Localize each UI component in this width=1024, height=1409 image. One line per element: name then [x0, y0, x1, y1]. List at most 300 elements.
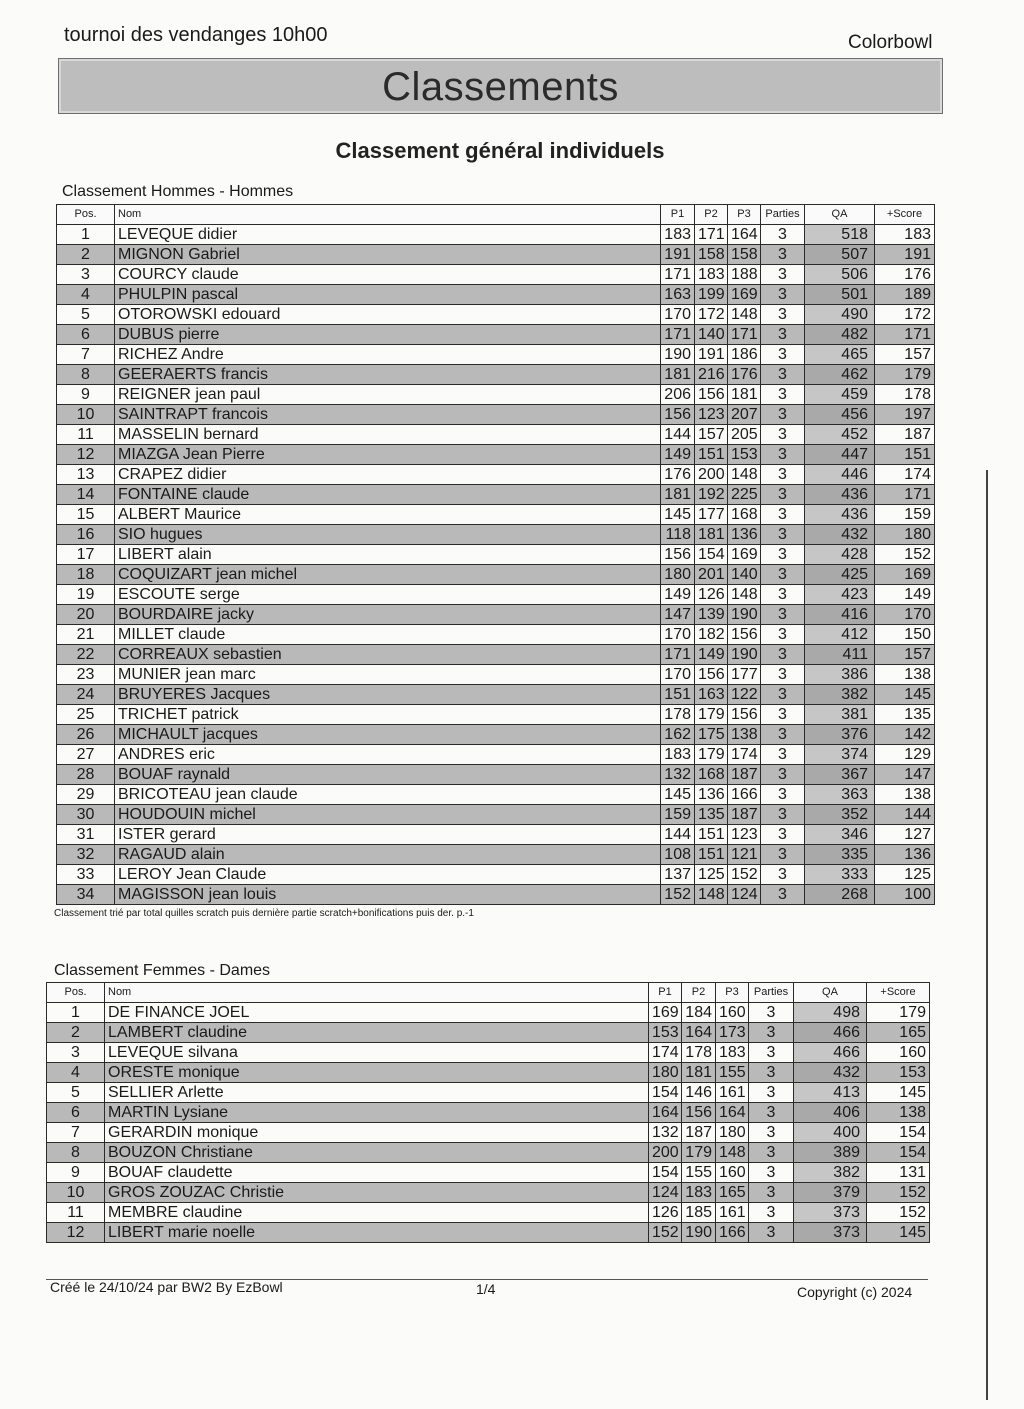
cell-qa: 412	[805, 625, 875, 645]
cell-score: 170	[875, 605, 935, 625]
column-header-p1: P1	[649, 983, 682, 1003]
cell-pos: 9	[57, 385, 115, 405]
cell-p3: 161	[716, 1203, 749, 1223]
cell-p2: 179	[695, 705, 728, 725]
cell-name: MAGISSON jean louis	[115, 885, 661, 905]
cell-p1: 144	[661, 425, 695, 445]
cell-name: GEERAERTS francis	[115, 365, 661, 385]
cell-p2: 179	[695, 745, 728, 765]
cell-p2: 148	[695, 885, 728, 905]
cell-p1: 163	[661, 285, 695, 305]
cell-p1: 132	[649, 1123, 682, 1143]
cell-p1: 181	[661, 365, 695, 385]
cell-p2: 135	[695, 805, 728, 825]
table-row	[57, 785, 935, 805]
cell-games: 3	[761, 705, 805, 725]
cell-qa: 425	[805, 565, 875, 585]
cell-qa: 490	[805, 305, 875, 325]
cell-qa: 389	[794, 1143, 867, 1163]
cell-pos: 10	[57, 405, 115, 425]
table-row	[57, 845, 935, 865]
men-ranking-table	[56, 204, 935, 905]
cell-p3: 161	[716, 1083, 749, 1103]
column-header-score: +Score	[875, 205, 935, 225]
cell-games: 3	[761, 685, 805, 705]
cell-p3: 177	[728, 665, 761, 685]
cell-pos: 3	[47, 1043, 105, 1063]
cell-name: ALBERT Maurice	[115, 505, 661, 525]
cell-name: RAGAUD alain	[115, 845, 661, 865]
cell-pos: 1	[47, 1003, 105, 1023]
table-row	[57, 265, 935, 285]
cell-p3: 207	[728, 405, 761, 425]
cell-games: 3	[761, 605, 805, 625]
cell-name: LEVEQUE silvana	[105, 1043, 649, 1063]
table-row	[57, 725, 935, 745]
cell-p1: 183	[661, 745, 695, 765]
cell-p3: 156	[728, 625, 761, 645]
table-row	[57, 545, 935, 565]
table-row	[57, 685, 935, 705]
cell-pos: 12	[47, 1223, 105, 1243]
cell-pos: 27	[57, 745, 115, 765]
cell-name: LEROY Jean Claude	[115, 865, 661, 885]
cell-qa: 432	[805, 525, 875, 545]
cell-pos: 31	[57, 825, 115, 845]
cell-name: LEVEQUE didier	[115, 225, 661, 245]
cell-name: TRICHET patrick	[115, 705, 661, 725]
cell-qa: 367	[805, 765, 875, 785]
men-table-body	[57, 225, 935, 905]
cell-p3: 138	[728, 725, 761, 745]
cell-p3: 156	[728, 705, 761, 725]
cell-games: 3	[749, 1003, 794, 1023]
cell-p3: 176	[728, 365, 761, 385]
cell-pos: 33	[57, 865, 115, 885]
cell-games: 3	[749, 1123, 794, 1143]
cell-qa: 462	[805, 365, 875, 385]
cell-p1: 180	[661, 565, 695, 585]
table-row	[47, 1083, 930, 1103]
cell-qa: 386	[805, 665, 875, 685]
cell-p2: 178	[682, 1043, 716, 1063]
table-row	[57, 825, 935, 845]
cell-p1: 180	[649, 1063, 682, 1083]
cell-p3: 188	[728, 265, 761, 285]
cell-p3: 153	[728, 445, 761, 465]
cell-p2: 216	[695, 365, 728, 385]
cell-name: MUNIER jean marc	[115, 665, 661, 685]
cell-qa: 413	[794, 1083, 867, 1103]
cell-p2: 123	[695, 405, 728, 425]
cell-games: 3	[761, 505, 805, 525]
table-row	[57, 805, 935, 825]
cell-qa: 346	[805, 825, 875, 845]
table-row	[47, 1183, 930, 1203]
cell-qa: 501	[805, 285, 875, 305]
cell-p2: 200	[695, 465, 728, 485]
cell-qa: 507	[805, 245, 875, 265]
cell-games: 3	[761, 725, 805, 745]
cell-p1: 174	[649, 1043, 682, 1063]
cell-p2: 183	[682, 1183, 716, 1203]
cell-qa: 518	[805, 225, 875, 245]
cell-name: SIO hugues	[115, 525, 661, 545]
column-header-qa: QA	[805, 205, 875, 225]
cell-qa: 373	[794, 1223, 867, 1243]
cell-pos: 16	[57, 525, 115, 545]
cell-pos: 5	[47, 1083, 105, 1103]
cell-p3: 165	[716, 1183, 749, 1203]
cell-p1: 183	[661, 225, 695, 245]
cell-score: 152	[875, 545, 935, 565]
cell-p1: 156	[661, 405, 695, 425]
cell-p3: 186	[728, 345, 761, 365]
cell-score: 136	[875, 845, 935, 865]
cell-games: 3	[761, 405, 805, 425]
cell-p2: 185	[682, 1203, 716, 1223]
table-row	[47, 1103, 930, 1123]
cell-score: 138	[867, 1103, 930, 1123]
cell-games: 3	[761, 865, 805, 885]
cell-games: 3	[761, 425, 805, 445]
table-row	[47, 1023, 930, 1043]
cell-p1: 132	[661, 765, 695, 785]
column-header-games: Parties	[761, 205, 805, 225]
cell-p1: 200	[649, 1143, 682, 1163]
cell-p1: 164	[649, 1103, 682, 1123]
cell-p2: 146	[682, 1083, 716, 1103]
cell-p2: 190	[682, 1223, 716, 1243]
table-row	[57, 705, 935, 725]
cell-score: 154	[867, 1123, 930, 1143]
cell-pos: 8	[47, 1143, 105, 1163]
cell-games: 3	[761, 885, 805, 905]
cell-p3: 148	[716, 1143, 749, 1163]
cell-p1: 152	[649, 1223, 682, 1243]
cell-p2: 183	[695, 265, 728, 285]
cell-name: MICHAULT jacques	[115, 725, 661, 745]
table-row	[57, 445, 935, 465]
men-section-title: Classement Hommes - Hommes	[62, 183, 294, 200]
cell-pos: 29	[57, 785, 115, 805]
cell-p3: 169	[728, 285, 761, 305]
cell-p3: 164	[716, 1103, 749, 1123]
cell-pos: 12	[57, 445, 115, 465]
cell-name: ANDRES eric	[115, 745, 661, 765]
cell-qa: 381	[805, 705, 875, 725]
cell-name: MIGNON Gabriel	[115, 245, 661, 265]
column-header-qa: QA	[794, 983, 867, 1003]
tournament-title: tournoi des vendanges 10h00	[64, 24, 328, 46]
cell-p1: 178	[661, 705, 695, 725]
column-header-p1: P1	[661, 205, 695, 225]
cell-score: 144	[875, 805, 935, 825]
cell-p2: 125	[695, 865, 728, 885]
table-row	[47, 1043, 930, 1063]
cell-pos: 34	[57, 885, 115, 905]
cell-games: 3	[761, 525, 805, 545]
table-row	[57, 665, 935, 685]
cell-p1: 137	[661, 865, 695, 885]
cell-p2: 164	[682, 1023, 716, 1043]
cell-score: 176	[875, 265, 935, 285]
women-table-header	[47, 983, 930, 1003]
cell-name: BRUYERES Jacques	[115, 685, 661, 705]
cell-pos: 14	[57, 485, 115, 505]
cell-qa: 498	[794, 1003, 867, 1023]
cell-p2: 163	[695, 685, 728, 705]
cell-p3: 124	[728, 885, 761, 905]
cell-p2: 187	[682, 1123, 716, 1143]
cell-name: BOUAF claudette	[105, 1163, 649, 1183]
cell-score: 171	[875, 485, 935, 505]
table-row	[47, 1163, 930, 1183]
table-row	[57, 325, 935, 345]
cell-qa: 268	[805, 885, 875, 905]
cell-name: BOUZON Christiane	[105, 1143, 649, 1163]
cell-p3: 158	[728, 245, 761, 265]
table-row	[57, 425, 935, 445]
cell-p1: 190	[661, 345, 695, 365]
cell-pos: 24	[57, 685, 115, 705]
cell-pos: 4	[57, 285, 115, 305]
cell-name: CORREAUX sebastien	[115, 645, 661, 665]
cell-p1: 171	[661, 265, 695, 285]
sort-note: Classement trié par total quilles scratch puis dernière partie scratch+bonifications puis der. p.-1	[54, 908, 474, 919]
table-row	[57, 505, 935, 525]
cell-p3: 122	[728, 685, 761, 705]
cell-p1: 156	[661, 545, 695, 565]
cell-name: OTOROWSKI edouard	[115, 305, 661, 325]
cell-p2: 156	[682, 1103, 716, 1123]
banner-title: Classements	[382, 65, 619, 109]
cell-p2: 126	[695, 585, 728, 605]
cell-score: 180	[875, 525, 935, 545]
cell-name: SELLIER Arlette	[105, 1083, 649, 1103]
cell-p1: 191	[661, 245, 695, 265]
cell-pos: 10	[47, 1183, 105, 1203]
cell-p3: 148	[728, 585, 761, 605]
table-row	[57, 625, 935, 645]
cell-p2: 155	[682, 1163, 716, 1183]
cell-p1: 153	[649, 1023, 682, 1043]
table-row	[47, 1203, 930, 1223]
cell-name: BOURDAIRE jacky	[115, 605, 661, 625]
cell-games: 3	[761, 365, 805, 385]
cell-games: 3	[761, 805, 805, 825]
cell-p2: 151	[695, 445, 728, 465]
cell-score: 183	[875, 225, 935, 245]
cell-qa: 416	[805, 605, 875, 625]
cell-games: 3	[761, 265, 805, 285]
table-row	[57, 285, 935, 305]
cell-score: 178	[875, 385, 935, 405]
table-row	[57, 885, 935, 905]
cell-qa: 400	[794, 1123, 867, 1143]
cell-score: 187	[875, 425, 935, 445]
table-row	[57, 405, 935, 425]
table-row	[57, 765, 935, 785]
cell-games: 3	[749, 1083, 794, 1103]
cell-qa: 466	[794, 1043, 867, 1063]
table-row	[57, 745, 935, 765]
column-header-name: Nom	[115, 205, 661, 225]
cell-pos: 6	[57, 325, 115, 345]
cell-p1: 181	[661, 485, 695, 505]
cell-pos: 5	[57, 305, 115, 325]
table-row	[57, 585, 935, 605]
cell-p3: 187	[728, 805, 761, 825]
table-row	[57, 605, 935, 625]
cell-p1: 170	[661, 305, 695, 325]
cell-name: LIBERT alain	[115, 545, 661, 565]
cell-p1: 154	[649, 1163, 682, 1183]
cell-p2: 149	[695, 645, 728, 665]
cell-games: 3	[761, 765, 805, 785]
cell-score: 100	[875, 885, 935, 905]
cell-p1: 149	[661, 445, 695, 465]
cell-p3: 190	[728, 645, 761, 665]
cell-qa: 482	[805, 325, 875, 345]
cell-name: HOUDOUIN michel	[115, 805, 661, 825]
cell-p1: 126	[649, 1203, 682, 1223]
cell-p2: 158	[695, 245, 728, 265]
cell-p2: 182	[695, 625, 728, 645]
cell-pos: 26	[57, 725, 115, 745]
cell-p3: 160	[716, 1163, 749, 1183]
cell-games: 3	[749, 1163, 794, 1183]
page-number: 1/4	[476, 1281, 496, 1297]
cell-p1: 151	[661, 685, 695, 705]
column-header-p2: P2	[695, 205, 728, 225]
cell-p3: 190	[728, 605, 761, 625]
cell-score: 149	[875, 585, 935, 605]
cell-pos: 11	[47, 1203, 105, 1223]
cell-qa: 446	[805, 465, 875, 485]
cell-score: 153	[867, 1063, 930, 1083]
table-row	[57, 345, 935, 365]
cell-qa: 465	[805, 345, 875, 365]
cell-p3: 160	[716, 1003, 749, 1023]
table-row	[57, 645, 935, 665]
column-header-pos: Pos.	[57, 205, 115, 225]
women-ranking-table	[46, 982, 930, 1243]
cell-p2: 136	[695, 785, 728, 805]
cell-pos: 3	[57, 265, 115, 285]
cell-p2: 154	[695, 545, 728, 565]
cell-name: RICHEZ Andre	[115, 345, 661, 365]
cell-score: 159	[875, 505, 935, 525]
cell-name: DUBUS pierre	[115, 325, 661, 345]
cell-qa: 363	[805, 785, 875, 805]
cell-name: ISTER gerard	[115, 825, 661, 845]
table-row	[57, 245, 935, 265]
cell-games: 3	[761, 445, 805, 465]
cell-games: 3	[761, 325, 805, 345]
cell-pos: 18	[57, 565, 115, 585]
cell-pos: 22	[57, 645, 115, 665]
cell-p3: 174	[728, 745, 761, 765]
cell-p3: 181	[728, 385, 761, 405]
cell-pos: 7	[57, 345, 115, 365]
table-row	[57, 365, 935, 385]
cell-p3: 173	[716, 1023, 749, 1043]
cell-p1: 170	[661, 665, 695, 685]
cell-games: 3	[761, 245, 805, 265]
column-header-p3: P3	[728, 205, 761, 225]
cell-name: BOUAF raynald	[115, 765, 661, 785]
cell-name: MILLET claude	[115, 625, 661, 645]
table-row	[57, 385, 935, 405]
cell-qa: 423	[805, 585, 875, 605]
cell-score: 174	[875, 465, 935, 485]
column-header-score: +Score	[867, 983, 930, 1003]
cell-pos: 19	[57, 585, 115, 605]
cell-score: 145	[867, 1223, 930, 1243]
cell-games: 3	[761, 485, 805, 505]
cell-name: MIAZGA Jean Pierre	[115, 445, 661, 465]
cell-games: 3	[761, 585, 805, 605]
cell-score: 127	[875, 825, 935, 845]
cell-p3: 169	[728, 545, 761, 565]
cell-qa: 452	[805, 425, 875, 445]
table-row	[57, 525, 935, 545]
cell-score: 197	[875, 405, 935, 425]
cell-score: 165	[867, 1023, 930, 1043]
cell-score: 179	[875, 365, 935, 385]
cell-qa: 374	[805, 745, 875, 765]
cell-qa: 333	[805, 865, 875, 885]
cell-qa: 411	[805, 645, 875, 665]
cell-score: 131	[867, 1163, 930, 1183]
cell-p2: 140	[695, 325, 728, 345]
women-section-title: Classement Femmes - Dames	[54, 962, 271, 979]
cell-score: 157	[875, 345, 935, 365]
cell-score: 145	[867, 1083, 930, 1103]
cell-games: 3	[749, 1103, 794, 1123]
cell-games: 3	[749, 1203, 794, 1223]
cell-p2: 151	[695, 825, 728, 845]
cell-games: 3	[749, 1043, 794, 1063]
cell-qa: 456	[805, 405, 875, 425]
cell-name: FONTAINE claude	[115, 485, 661, 505]
cell-p2: 199	[695, 285, 728, 305]
cell-p2: 157	[695, 425, 728, 445]
title-banner	[58, 58, 943, 114]
cell-pos: 20	[57, 605, 115, 625]
table-row	[57, 225, 935, 245]
cell-qa: 373	[794, 1203, 867, 1223]
cell-games: 3	[761, 545, 805, 565]
cell-p2: 184	[682, 1003, 716, 1023]
cell-name: ORESTE monique	[105, 1063, 649, 1083]
cell-p1: 147	[661, 605, 695, 625]
cell-name: BRICOTEAU jean claude	[115, 785, 661, 805]
cell-qa: 376	[805, 725, 875, 745]
cell-name: COQUIZART jean michel	[115, 565, 661, 585]
cell-name: MEMBRE claudine	[105, 1203, 649, 1223]
cell-pos: 17	[57, 545, 115, 565]
cell-name: LIBERT marie noelle	[105, 1223, 649, 1243]
cell-pos: 6	[47, 1103, 105, 1123]
cell-p1: 154	[649, 1083, 682, 1103]
cell-name: GERARDIN monique	[105, 1123, 649, 1143]
cell-qa: 379	[794, 1183, 867, 1203]
cell-p3: 121	[728, 845, 761, 865]
cell-p3: 136	[728, 525, 761, 545]
cell-score: 172	[875, 305, 935, 325]
